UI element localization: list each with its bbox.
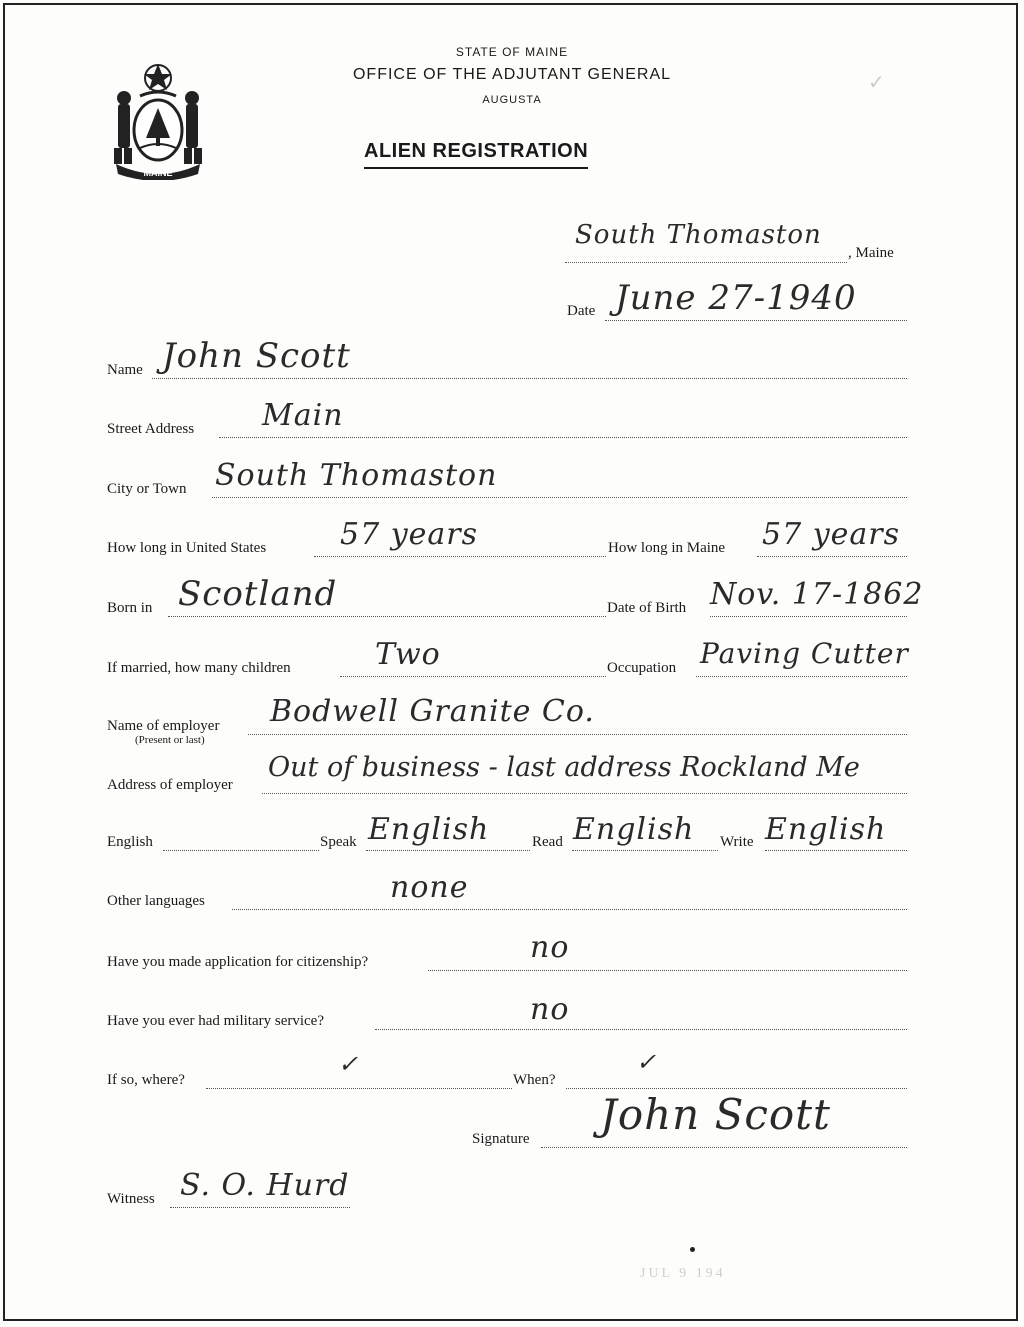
street-line: [219, 437, 907, 438]
witness-line: [170, 1207, 350, 1208]
form-title: ALIEN REGISTRATION: [364, 140, 588, 169]
place-value: South Thomaston: [575, 220, 822, 250]
witness-value: S. O. Hurd: [180, 1168, 350, 1203]
speak-label: Speak: [320, 834, 357, 850]
military-label: Have you ever had military service?: [107, 1013, 324, 1029]
children-line: [340, 676, 606, 677]
english-line-1: [163, 850, 319, 851]
city-value: South Thomaston: [215, 458, 498, 493]
where-line: [206, 1088, 512, 1089]
when-label: When?: [513, 1072, 556, 1088]
speak-value: English: [368, 812, 490, 847]
employer-value: Bodwell Granite Co.: [270, 694, 595, 729]
write-value: English: [765, 812, 887, 847]
employer-address-label: Address of employer: [107, 777, 233, 793]
date-label: Date: [567, 303, 596, 319]
speak-line: [366, 850, 530, 851]
employer-address-value: Out of business - last address Rockland Me: [268, 752, 860, 783]
employer-label: Name of employer: [107, 718, 220, 734]
dob-value: Nov. 17-1862: [710, 577, 924, 612]
city-line: [212, 497, 907, 498]
when-value: ✓: [636, 1048, 658, 1076]
maine-years-value: 57 years: [762, 517, 901, 552]
read-line: [572, 850, 718, 851]
employer-sublabel: (Present or last): [135, 734, 205, 746]
dob-label: Date of Birth: [607, 600, 687, 616]
other-languages-line: [232, 909, 907, 910]
seal-banner-text: MAINE: [143, 168, 173, 178]
write-line: [765, 850, 907, 851]
us-years-line: [314, 556, 606, 557]
born-in-value: Scotland: [178, 574, 338, 614]
corner-check-mark: ✓: [868, 72, 885, 94]
military-line: [375, 1029, 907, 1030]
born-in-label: Born in: [107, 600, 153, 616]
dob-line: [710, 616, 907, 617]
ink-dot: [690, 1247, 695, 1252]
us-years-value: 57 years: [340, 517, 479, 552]
occupation-label: Occupation: [607, 660, 677, 676]
name-value: John Scott: [162, 336, 351, 376]
state-heading: STATE OF MAINE: [455, 45, 569, 59]
citizenship-label: Have you made application for citizenship?: [107, 954, 369, 970]
maine-years-line: [757, 556, 907, 557]
occupation-value: Paving Cutter: [700, 637, 909, 670]
city-label: City or Town: [107, 481, 187, 497]
witness-label: Witness: [107, 1191, 155, 1207]
signature-value: John Scott: [600, 1090, 831, 1139]
when-line: [566, 1088, 907, 1089]
date-value: June 27-1940: [615, 278, 857, 318]
read-value: English: [573, 812, 695, 847]
place-line: [565, 262, 847, 263]
us-years-label: How long in United States: [107, 540, 267, 556]
office-heading: OFFICE OF THE ADJUTANT GENERAL: [352, 66, 672, 83]
city-heading: AUGUSTA: [482, 94, 542, 106]
maine-years-label: How long in Maine: [608, 540, 726, 556]
employer-address-line: [262, 793, 907, 794]
where-label: If so, where?: [107, 1072, 185, 1088]
occupation-line: [696, 676, 907, 677]
citizenship-value: no: [530, 930, 570, 965]
received-stamp: JUL 9 194: [640, 1266, 726, 1281]
read-label: Read: [532, 834, 563, 850]
write-label: Write: [720, 834, 754, 850]
date-line: [605, 320, 907, 321]
where-value: ✓: [338, 1050, 360, 1078]
street-value: Main: [262, 398, 344, 433]
english-label: English: [107, 834, 153, 850]
place-suffix: , Maine: [848, 245, 894, 261]
citizenship-line: [428, 970, 907, 971]
military-value: no: [530, 992, 570, 1027]
employer-line: [248, 734, 907, 735]
signature-label: Signature: [472, 1131, 530, 1147]
other-languages-value: none: [390, 870, 469, 905]
children-label: If married, how many children: [107, 660, 291, 676]
born-in-line: [168, 616, 606, 617]
children-value: Two: [375, 637, 441, 672]
name-line: [152, 378, 907, 379]
signature-line: [541, 1147, 907, 1148]
street-label: Street Address: [107, 421, 195, 437]
other-languages-label: Other languages: [107, 893, 205, 909]
name-label: Name: [107, 362, 143, 378]
